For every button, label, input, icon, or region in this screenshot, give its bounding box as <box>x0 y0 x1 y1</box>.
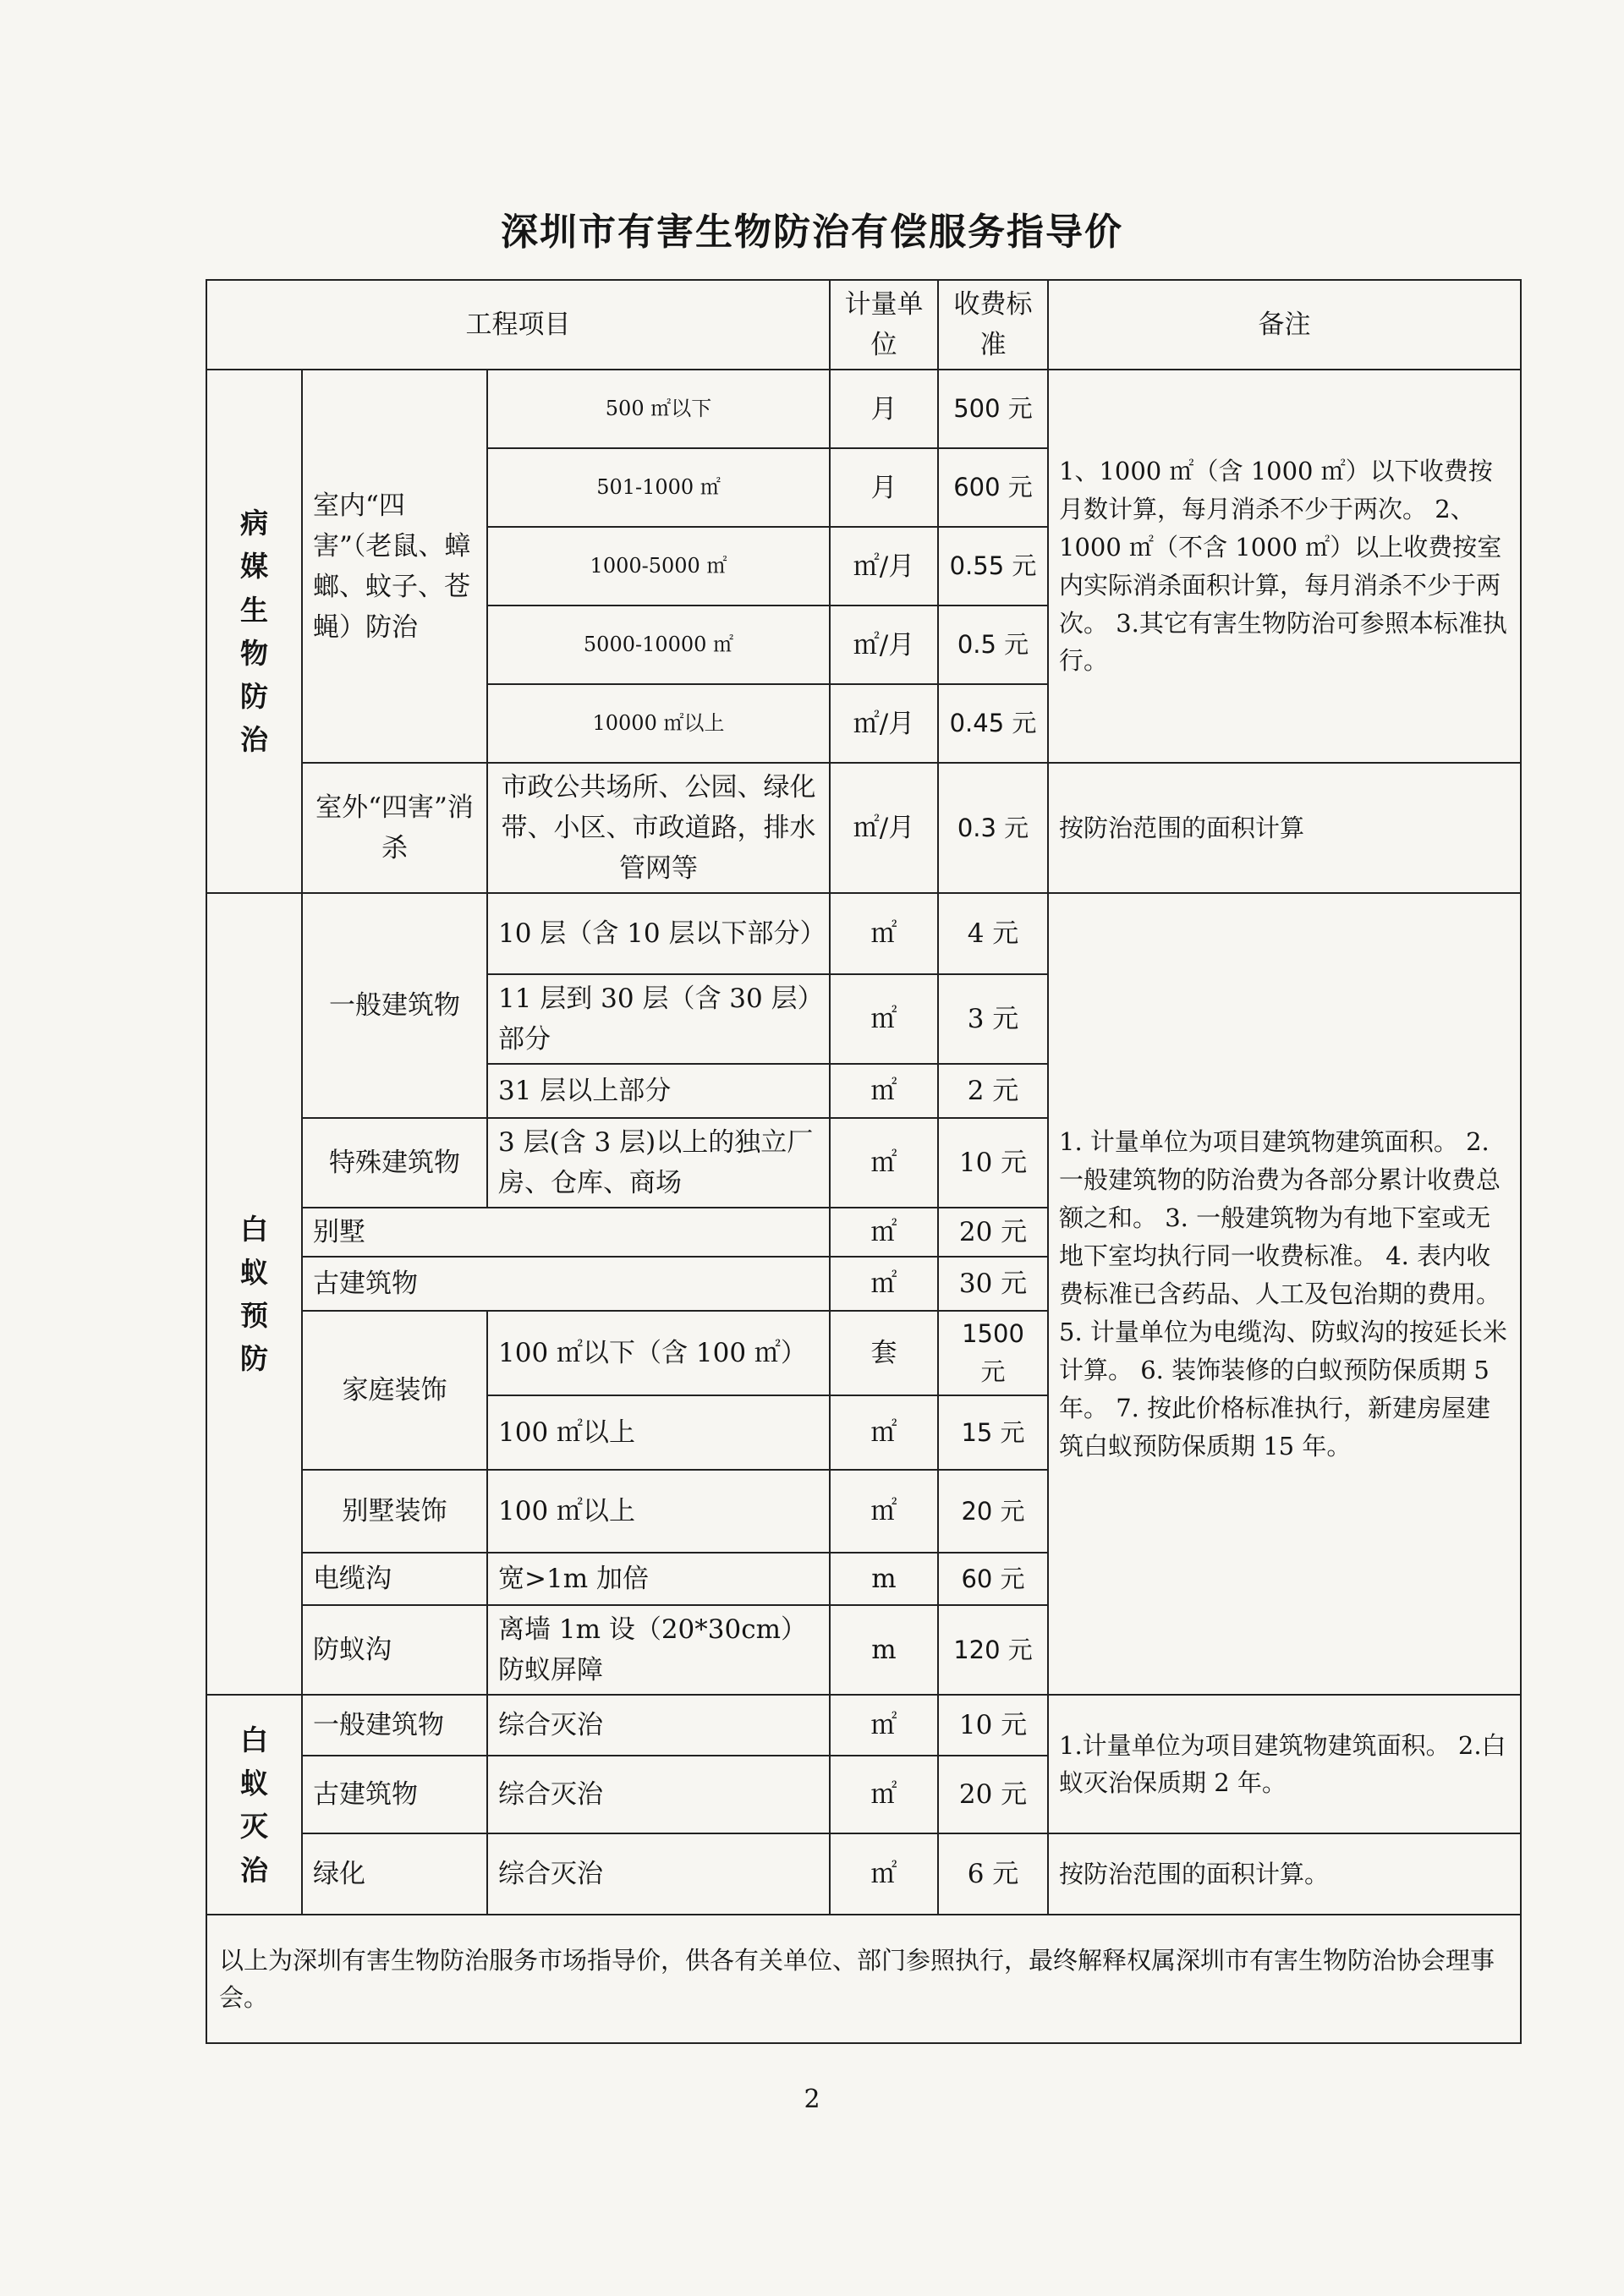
fee-cell: 0.55 元 <box>938 527 1048 606</box>
unit-cell: ㎡/月 <box>830 606 938 684</box>
fee-cell: 2 元 <box>938 1064 1048 1118</box>
outdoor-note: 按防治范围的面积计算 <box>1048 763 1521 893</box>
page-number: 2 <box>804 2085 820 2114</box>
table-row <box>206 893 1521 974</box>
item-cell: 100 ㎡以上 <box>487 1470 830 1553</box>
header-note: 备注 <box>1048 280 1521 370</box>
item-cell: 5000-10000 ㎡ <box>487 606 830 684</box>
unit-cell: ㎡ <box>830 1756 938 1833</box>
greening-note: 按防治范围的面积计算。 <box>1048 1833 1521 1915</box>
header-fee: 收费标准 <box>938 280 1048 370</box>
unit-cell: m <box>830 1553 938 1605</box>
table-row <box>206 1833 1521 1915</box>
unit-cell: ㎡ <box>830 893 938 974</box>
fee-cell: 6 元 <box>938 1833 1048 1915</box>
item-cell: 10 层（含 10 层以下部分） <box>487 893 830 974</box>
unit-cell: ㎡ <box>830 1208 938 1257</box>
unit-cell: ㎡ <box>830 1395 938 1470</box>
fee-cell: 1500 元 <box>938 1311 1048 1395</box>
fee-cell: 0.45 元 <box>938 684 1048 763</box>
ancient-building-label: 古建筑物 <box>302 1257 830 1311</box>
fee-cell: 60 元 <box>938 1553 1048 1605</box>
item-cell: 100 ㎡以上 <box>487 1395 830 1470</box>
section-label-termite-control: 白蚁灭治 <box>206 1695 302 1915</box>
fee-cell: 3 元 <box>938 974 1048 1064</box>
section-label-vector: 病媒生物防治 <box>206 370 302 893</box>
item-cell: 11 层到 30 层（含 30 层）部分 <box>487 974 830 1064</box>
villa-deco-label: 别墅装饰 <box>302 1470 487 1553</box>
item-cell: 1000-5000 ㎡ <box>487 527 830 606</box>
fee-cell: 10 元 <box>938 1695 1048 1756</box>
fee-cell: 4 元 <box>938 893 1048 974</box>
special-building-label: 特殊建筑物 <box>302 1118 487 1208</box>
unit-cell: ㎡ <box>830 1064 938 1118</box>
item-cell: 综合灭治 <box>487 1695 830 1756</box>
control-label: 古建筑物 <box>302 1756 487 1833</box>
item-cell: 501-1000 ㎡ <box>487 448 830 527</box>
item-cell: 10000 ㎡以上 <box>487 684 830 763</box>
fee-cell: 15 元 <box>938 1395 1048 1470</box>
general-building-label: 一般建筑物 <box>302 893 487 1118</box>
item-cell: 综合灭治 <box>487 1756 830 1833</box>
item-cell: 离墙 1m 设（20*30cm）防蚁屏障 <box>487 1605 830 1695</box>
unit-cell: ㎡ <box>830 1118 938 1208</box>
table-footer-row <box>206 1915 1521 2043</box>
table-row <box>206 1695 1521 1756</box>
page-title: 深圳市有害生物防治有偿服务指导价 <box>501 211 1123 254</box>
table-row <box>206 763 1521 893</box>
price-table <box>206 279 1522 2044</box>
fee-cell: 10 元 <box>938 1118 1048 1208</box>
unit-cell: ㎡/月 <box>830 527 938 606</box>
cable-trench-label: 电缆沟 <box>302 1553 487 1605</box>
section-label-termite-prevention: 白蚁预防 <box>206 893 302 1695</box>
header-project: 工程项目 <box>206 280 830 370</box>
fee-cell: 20 元 <box>938 1756 1048 1833</box>
unit-cell: ㎡ <box>830 974 938 1064</box>
unit-cell: ㎡ <box>830 1470 938 1553</box>
item-cell: 3 层(含 3 层)以上的独立厂房、仓库、商场 <box>487 1118 830 1208</box>
unit-cell: ㎡ <box>830 1695 938 1756</box>
indoor-label: 室内“四害”（老鼠、蟑螂、蚊子、苍蝇）防治 <box>302 370 487 763</box>
footer-note: 以上为深圳有害生物防治服务市场指导价，供各有关单位、部门参照执行，最终解释权属深圳市有害生物防治协会理事会。 <box>206 1915 1521 2043</box>
table-header-row <box>206 280 1521 370</box>
control-label: 一般建筑物 <box>302 1695 487 1756</box>
unit-cell: 套 <box>830 1311 938 1395</box>
vector-note: 1、1000 ㎡（含 1000 ㎡）以下收费按月数计算，每月消杀不少于两次。 2、1000 ㎡（不含 1000 ㎡）以上收费按室内实际消杀面积计算，每月消杀不少于两次。 3.其它有害生物防治可参照本标准执行。 <box>1048 370 1521 763</box>
item-cell: 宽>1m 加倍 <box>487 1553 830 1605</box>
item-cell: 综合灭治 <box>487 1833 830 1915</box>
unit-cell: m <box>830 1605 938 1695</box>
home-deco-label: 家庭装饰 <box>302 1311 487 1470</box>
fee-cell: 500 元 <box>938 370 1048 448</box>
unit-cell: ㎡ <box>830 1833 938 1915</box>
fee-cell: 20 元 <box>938 1208 1048 1257</box>
fee-cell: 20 元 <box>938 1470 1048 1553</box>
item-cell: 100 ㎡以下（含 100 ㎡） <box>487 1311 830 1395</box>
fee-cell: 120 元 <box>938 1605 1048 1695</box>
unit-cell: 月 <box>830 448 938 527</box>
fee-cell: 0.5 元 <box>938 606 1048 684</box>
item-cell: 31 层以上部分 <box>487 1064 830 1118</box>
termite-prevention-note: 1. 计量单位为项目建筑物建筑面积。 2. 一般建筑物的防治费为各部分累计收费总额之和。 3. 一般建筑物为有地下室或无地下室均执行同一收费标准。 4. 表内收费标准已含药品、人工及包治期的费用。 5. 计量单位为电缆沟、防蚁沟的按延长米计算。 6. 装饰装修的白蚁预防保质期 5 年。 7. 按此价格标准执行，新建房屋建筑白蚁预防保质期 15 年。 <box>1048 893 1521 1695</box>
header-unit: 计量单位 <box>830 280 938 370</box>
unit-cell: ㎡ <box>830 1257 938 1311</box>
control-label: 绿化 <box>302 1833 487 1915</box>
fee-cell: 600 元 <box>938 448 1048 527</box>
unit-cell: ㎡/月 <box>830 763 938 893</box>
item-cell: 500 ㎡以下 <box>487 370 830 448</box>
villa-label: 别墅 <box>302 1208 830 1257</box>
table-row <box>206 370 1521 448</box>
fee-cell: 30 元 <box>938 1257 1048 1311</box>
outdoor-label: 室外“四害”消杀 <box>302 763 487 893</box>
unit-cell: 月 <box>830 370 938 448</box>
item-cell: 市政公共场所、公园、绿化带、小区、市政道路，排水管网等 <box>487 763 830 893</box>
termite-control-note: 1.计量单位为项目建筑物建筑面积。 2.白蚁灭治保质期 2 年。 <box>1048 1695 1521 1833</box>
unit-cell: ㎡/月 <box>830 684 938 763</box>
anti-termite-trench-label: 防蚁沟 <box>302 1605 487 1695</box>
fee-cell: 0.3 元 <box>938 763 1048 893</box>
